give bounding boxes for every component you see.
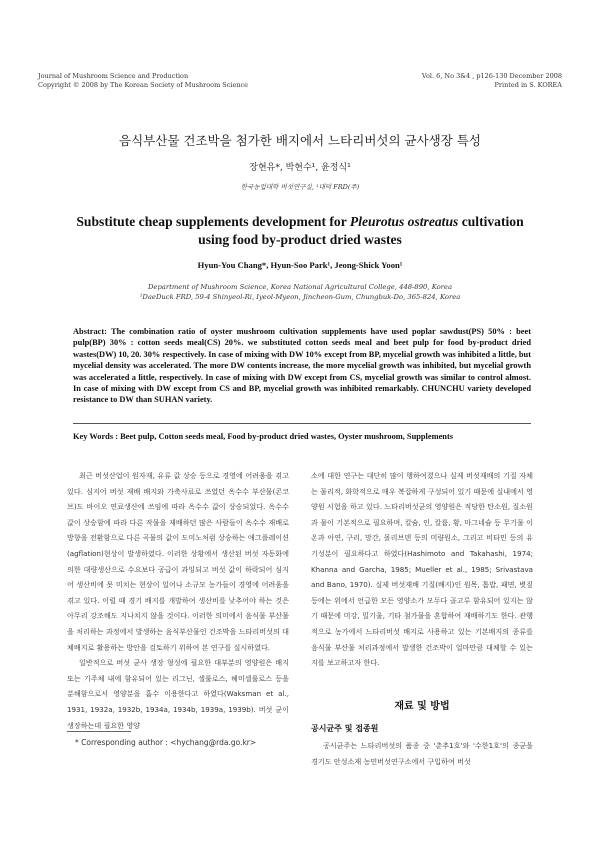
- issue-info: Vol. 6, No 3&4 , p126-130 December 2008: [421, 72, 562, 80]
- copyright-line: Copyright © 2008 by The Korean Society of Mushroom Science: [38, 81, 249, 89]
- journal-header-right: [302, 72, 562, 90]
- english-authors: Hyun-You Chang*, Hyun-Soo Park¹, Jeong-Shick Yoon¹: [197, 260, 403, 270]
- english-title: [60, 213, 540, 249]
- keywords: Key Words : Beet pulp, Cotton seeds meal, Food by-product dried wastes, Oyster mushroom, Supplements: [73, 432, 453, 441]
- methods-paragraph: [311, 738, 533, 769]
- methods-paragraph-text: 공시균주는 느타리버섯의 품종 중 '춘추1호'와 '수한1호'의 종균을 경기도 안성소재 농민버섯연구소에서 구입하여 버섯: [311, 741, 533, 766]
- intro-paragraph-2: 일반적으로 버섯 균사 생장 형성에 필요한 대부분의 영양원은 배지 또는 기주체 내에 함유되어 있는 리그닌, 셀룰로스, 헤미셀룰로스 등을 분해함으로서 영양분을 흡수 이용한다고 하였다(Waksman et al., 1931, 1932a, 1932b, 1934a, 1934b, 1939a, 1939b). 버섯 균이 생장하는데 필요한 영양: [67, 658, 289, 730]
- abstract-divider: [73, 423, 531, 424]
- subsection-title-strains: 공시균주 및 접종원: [311, 724, 379, 733]
- printed-in: Printed in S. KOREA: [494, 81, 562, 89]
- section-title-methods: 재료 및 방법: [394, 701, 450, 712]
- korean-affiliation: 한국농업대학 버섯연구실, ¹대덕 FRD(주): [240, 183, 360, 191]
- body-column-left: [67, 468, 289, 733]
- english-title-prefix: Substitute cheap supplements development for: [76, 214, 350, 229]
- english-title-species: Pleurotus ostreatus: [349, 214, 459, 229]
- english-affiliation-2: ¹DaeDuck FRD, 59-4 Shinyeol-Ri, Iyeol-Myeon, Jincheon-Gum, Chungbuk-Do, 365-824, Korea: [139, 293, 461, 301]
- korean-authors: 장현유*, 박현수¹, 윤정식¹: [249, 163, 351, 173]
- abstract: Abstract: The combination ratio of oyster mushroom cultivation supplements have used poplar sawdust(PS) 50% : beet pulp(BP) 30% : cotton seeds meal(CS) 20%. we substituted cotton seeds meal and beet pulp for food by-product dried wastes(DW) 10, 20. 30% respectively. In case of mixing with DW 10% except from BP, mycelial growth was inhibited a little, but mycelial density was accelerated. The more DW contents increase, the more mycelial growth was inhibited, but mycelial growth was accelerated a little, respectively. In case of mixing with DW except from CS, mycelial growth was similar to control almost. In case of mixing with DW except from CS and BP, mycelial growth was inhibited remarkably. CHUNCHU variety developed resistance to DW than SUHAN variety.: [73, 327, 531, 405]
- intro-paragraph-1: 최근 버섯산업이 원자재, 유류 값 상승 등으로 경영에 어려움을 겪고 있다. 심지어 버섯 재배 배지와 가축사료로 쓰였던 옥수수 부산물(콘코브)도 바이오 연료생산에 쓰임에 따라 옥수수 값이 상승되었다. 옥수수 값이 상승함에 따라 다른 작물을 재배하던 많은 사람들이 옥수수 재배로 방향을 전환함으로 다른 곡물의 값이 도미노처럼 상승하는 애그플레이션(agflation)현상이 발생하였다. 이러한 상황에서 생산된 버섯 자동화에 의한 대량생산으로 수요보다 공급이 과잉되고 버섯 값이 하락되어 심지어 생산비에 못 미치는 현상이 일어나 소규모 농가들이 경영에 어려움을 겪고 있다. 이럴 때 경기 배지를 개발하여 생산비를 낮추어야 하는 것은 아무리 강조해도 지나치지 않을 것이다. 이러한 의미에서 음식물 부산물을 처리하는 과정에서 발생하는 음식부산물인 건조박을 느타리버섯의 대체배지로 활용하는 방안을 검토하기 위하여 본 연구를 실시하였다.: [67, 471, 289, 652]
- body-column-right: [311, 468, 533, 671]
- journal-name: Journal of Mushroom Science and Production: [38, 72, 189, 80]
- english-title-line2: using food by-product dried wastes: [198, 232, 402, 247]
- footnote-divider: [67, 731, 131, 732]
- intro-paragraph-3: 소에 대한 연구는 대단히 많이 행하여졌으나 실제 버섯재배의 기질 자체는 물리적, 화학적으로 매우 복잡하게 구성되어 있기 때문에 실내에서 영양원 시험을 하고 있다. 느타리버섯균의 영양원은 적당한 탄소원, 질소원과 물이 기본적으로 필요하며, 칼슘, 인, 칼륨, 황, 마그네슘 등 무기물 이온과 아연, 구리, 망간, 몰리브덴 등의 미량원소, 그리고 비타민 등의 유기성분이 필요하다고 하였다(Hashimoto and Takahashi, 1974; Khanna and Garcha, 1985; Mueller et al., 1985; Srivastava and Bano, 1970). 실제 버섯재배 기질(배지)인 원목, 톱밥, 패면, 볏짚 등에는 위에서 언급한 모든 영양소가 모두다 골고루 함유되어 있지는 않기 때문에 미강, 밀기울, 기타 첨가물을 혼합하여 재배하기도 한다. 관행적으로 농가에서 느타리버섯 배지로 사용하고 있는 기본배지의 종류를 음식물 부산물 처리과정에서 발생한 건조박이 얼마만큼 대체할 수 있는지를 보고하고자 한다.: [311, 471, 533, 668]
- english-affiliations: [0, 282, 600, 302]
- english-affiliation-1: Department of Mushroom Science, Korea National Agricultural College, 448-890, Korea: [147, 283, 453, 291]
- corresponding-author-footnote: * Corresponding author : <hychang@rda.go.kr>: [75, 738, 257, 747]
- korean-title: 음식부산물 건조박을 첨가한 배지에서 느타리버섯의 균사생장 특성: [119, 133, 481, 148]
- journal-header-left: [38, 72, 338, 90]
- english-title-suffix: cultivation: [458, 214, 524, 229]
